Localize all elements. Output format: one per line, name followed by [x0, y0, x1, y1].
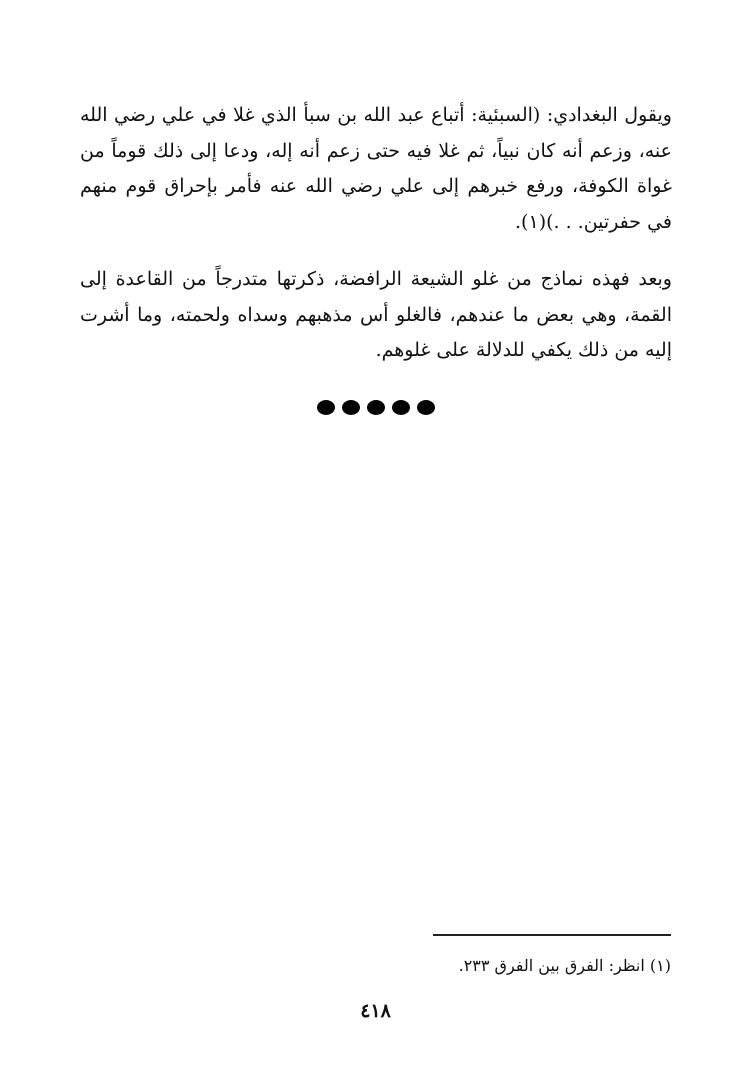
page-number: ٤١٨ [360, 1000, 391, 1022]
paragraph-baghdadi-quote [80, 98, 672, 240]
separator-dot-icon [392, 400, 410, 415]
separator-dot-icon [317, 400, 335, 415]
footnote-text: (١) انظر: الفرق بين الفرق ٢٣٣. [458, 956, 671, 975]
footnote-divider [433, 934, 671, 936]
paragraph-1-text: ويقول البغدادي: (السبئية: أتباع عبد الله بن سبأ الذي غلا في علي رضي الله عنه، وزعم أنه كان نبياً، ثم غلا فيه حتى زعم أنه إله، ودعا إلى ذلك قوماً من غواة الكوفة، ورفع خبرهم إلى علي رضي الله عنه فأمر بإحراق قوم منهم في حفرتين. . .)(١). [80, 104, 672, 233]
separator-dot-icon [417, 400, 435, 415]
paragraph-conclusion [80, 262, 672, 369]
separator-dot-icon [367, 400, 385, 415]
paragraph-2-text: وبعد فهذه نماذج من غلو الشيعة الرافضة، ذكرتها متدرجاً من القاعدة إلى القمة، وهي بعض ما عندهم، فالغلو أس مذهبهم وسداه ولحمته، وما أشرت إليه من ذلك يكفي للدلالة على غلوهم. [80, 268, 672, 361]
section-separator-dots [0, 400, 751, 415]
separator-dot-icon [342, 400, 360, 415]
